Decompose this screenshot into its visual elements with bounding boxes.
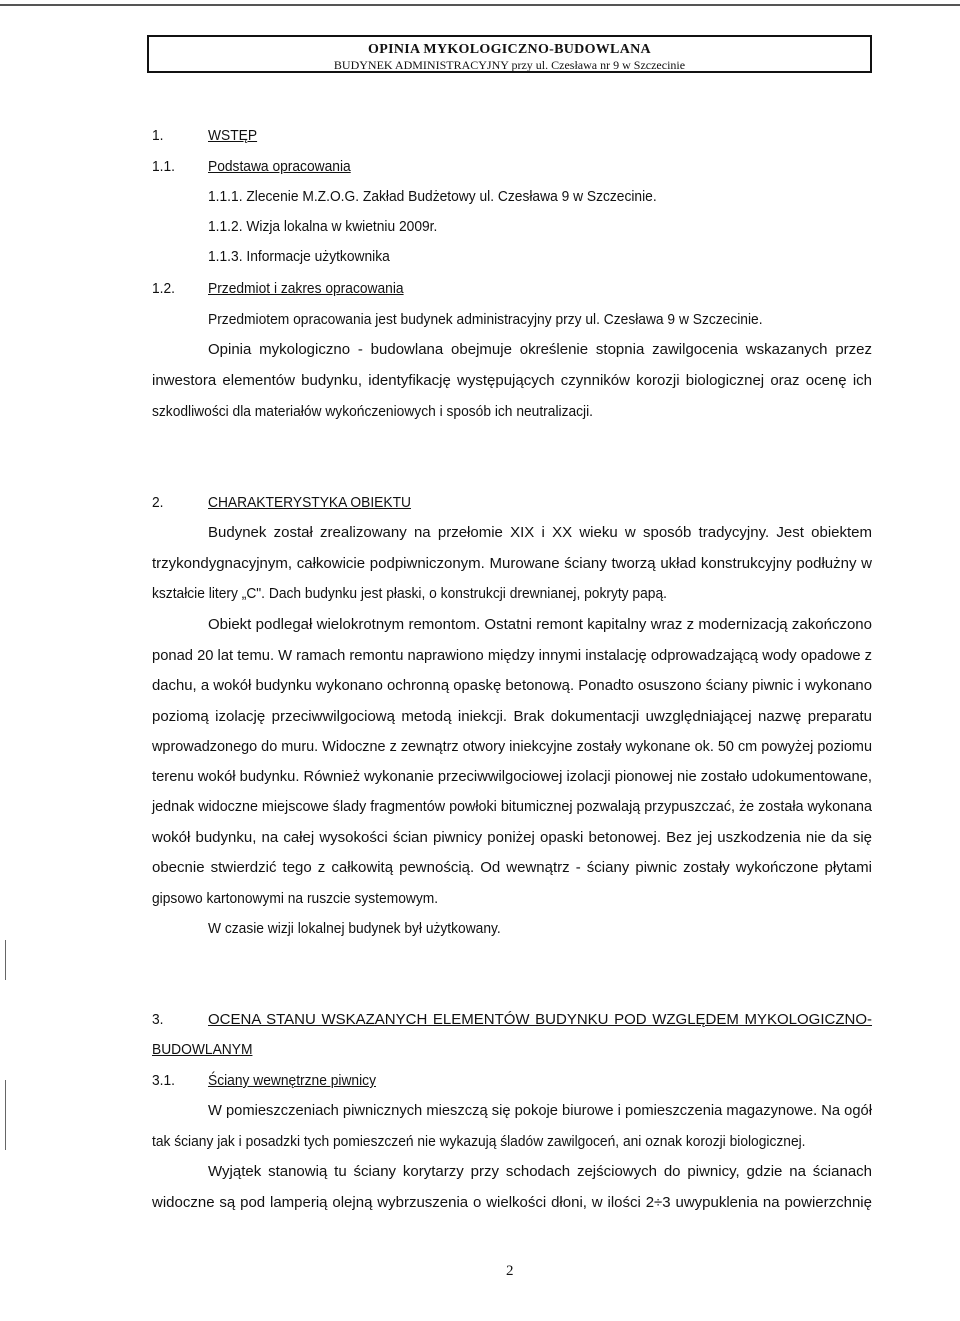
scan-edge-mark	[5, 940, 6, 980]
paragraph-line: Budynek został zrealizowany na przełomie XIX i XX wieku w sposób tradycyjny. Jest obiektem	[208, 524, 872, 541]
page-number: 2	[506, 1263, 514, 1279]
subsection-heading: Ściany wewnętrzne piwnicy	[208, 1072, 376, 1089]
section-heading: CHARAKTERYSTYKA OBIEKTU	[208, 494, 411, 511]
paragraph-line: trzykondygnacyjnym, całkowicie podpiwniczonym. Murowane ściany tworzą układ konstrukcyjny podłużny w	[152, 555, 872, 572]
subsection-number: 1.2.	[152, 280, 176, 297]
subsection-heading: Podstawa opracowania	[208, 158, 351, 175]
scan-edge-mark	[5, 1080, 6, 1150]
paragraph-line: kształcie litery „C". Dach budynku jest płaski, o konstrukcji drewnianej, pokryty papą.	[152, 585, 667, 602]
section-heading: WSTĘP	[208, 127, 258, 144]
document-header	[147, 35, 872, 73]
document-subtitle: BUDYNEK ADMINISTRACYJNY przy ul. Czesława nr 9 w Szczecinie	[333, 58, 686, 72]
paragraph-line: Wyjątek stanowią tu ściany korytarzy przy schodach zejściowych do piwnicy, gdzie na ścianach	[208, 1163, 872, 1180]
section-number: 3.	[152, 1011, 164, 1028]
paragraph-line: wprowadzonego do muru. Widoczne z zewnątrz otwory iniekcyjne zostały wykonane ok. 50 cm powyżej poziomu	[152, 738, 872, 755]
paragraph-line: poziomą izolację przeciwwilgociową metodą iniekcji. Brak dokumentacji uwzględniającej nazwę preparatu	[152, 708, 872, 725]
paragraph-line: terenu wokół budynku. Również wykonanie przeciwwilgociowej izolacji pionowej nie zostało udokumentowane,	[152, 768, 872, 785]
top-rule	[0, 4, 960, 6]
section-heading-cont: BUDOWLANYM	[152, 1041, 253, 1058]
paragraph-line: dachu, a wokół budynku wykonano ochronną opaskę betonową. Ponadto osuszono ściany piwnic i wykonano	[152, 677, 872, 694]
paragraph-line: ponad 20 lat temu. W ramach remontu naprawiono między innymi instalację odprowadzającą wody opadowe z	[152, 647, 872, 664]
paragraph-line: tak ściany jak i posadzki tych pomieszczeń nie wykazują śladów zawilgoceń, ani oznak korozji biologicznej.	[152, 1133, 806, 1150]
paragraph-line: Opinia mykologiczno - budowlana obejmuje określenie stopnia zawilgocenia wskazanych przez	[208, 341, 872, 358]
paragraph-line: W czasie wizji lokalnej budynek był użytkowany.	[208, 920, 501, 937]
document-title: OPINIA MYKOLOGICZNO-BUDOWLANA	[368, 42, 651, 57]
paragraph-line: jednak widoczne miejscowe ślady fragmentów powłoki bitumicznej pozwalają przypuszczać, że została wykonana	[152, 798, 872, 815]
paragraph-line: wokół budynku, na całej wysokości ścian piwnicy poniżej opaski betonowej. Bez jej uszkodzenia nie da się	[152, 829, 872, 846]
paragraph-line: W pomieszczeniach piwnicznych mieszczą się pokoje biurowe i pomieszczenia magazynowe. Na ogół	[208, 1102, 872, 1119]
paragraph-line: Obiekt podlegał wielokrotnym remontom. Ostatni remont kapitalny wraz z modernizacją zakończono	[208, 616, 872, 633]
paragraph-line: widoczne są pod lamperią olejną wybrzuszenia o wielkości dłoni, w ilości 2÷3 uwypuklenia na powierzchnię	[152, 1194, 872, 1211]
section-number: 2.	[152, 494, 164, 511]
subsection-number: 3.1.	[152, 1072, 176, 1089]
paragraph-line: obecnie stwierdzić tego z całkowitą pewnością. Od wewnątrz - ściany piwnic zostały wykończone płytami	[152, 859, 872, 876]
paragraph-line: inwestora elementów budynku, identyfikację występujących czynników korozji biologicznej oraz ocenę ich	[152, 372, 872, 389]
list-item: 1.1.3. Informacje użytkownika	[208, 248, 390, 265]
paragraph-line: Przedmiotem opracowania jest budynek administracyjny przy ul. Czesława 9 w Szczecinie.	[208, 311, 763, 328]
list-item: 1.1.2. Wizja lokalna w kwietniu 2009r.	[208, 218, 438, 235]
subsection-heading: Przedmiot i zakres opracowania	[208, 280, 404, 297]
subsection-number: 1.1.	[152, 158, 176, 175]
paragraph-line: szkodliwości dla materiałów wykończeniowych i sposób ich neutralizacji.	[152, 403, 594, 420]
section-heading: OCENA STANU WSKAZANYCH ELEMENTÓW BUDYNKU POD WZGLĘDEM MYKOLOGICZNO-	[208, 1011, 872, 1028]
list-item: 1.1.1. Zlecenie M.Z.O.G. Zakład Budżetowy ul. Czesława 9 w Szczecinie.	[208, 188, 657, 205]
paragraph-line: gipsowo kartonowymi na ruszcie systemowym.	[152, 890, 439, 907]
section-number: 1.	[152, 127, 164, 144]
